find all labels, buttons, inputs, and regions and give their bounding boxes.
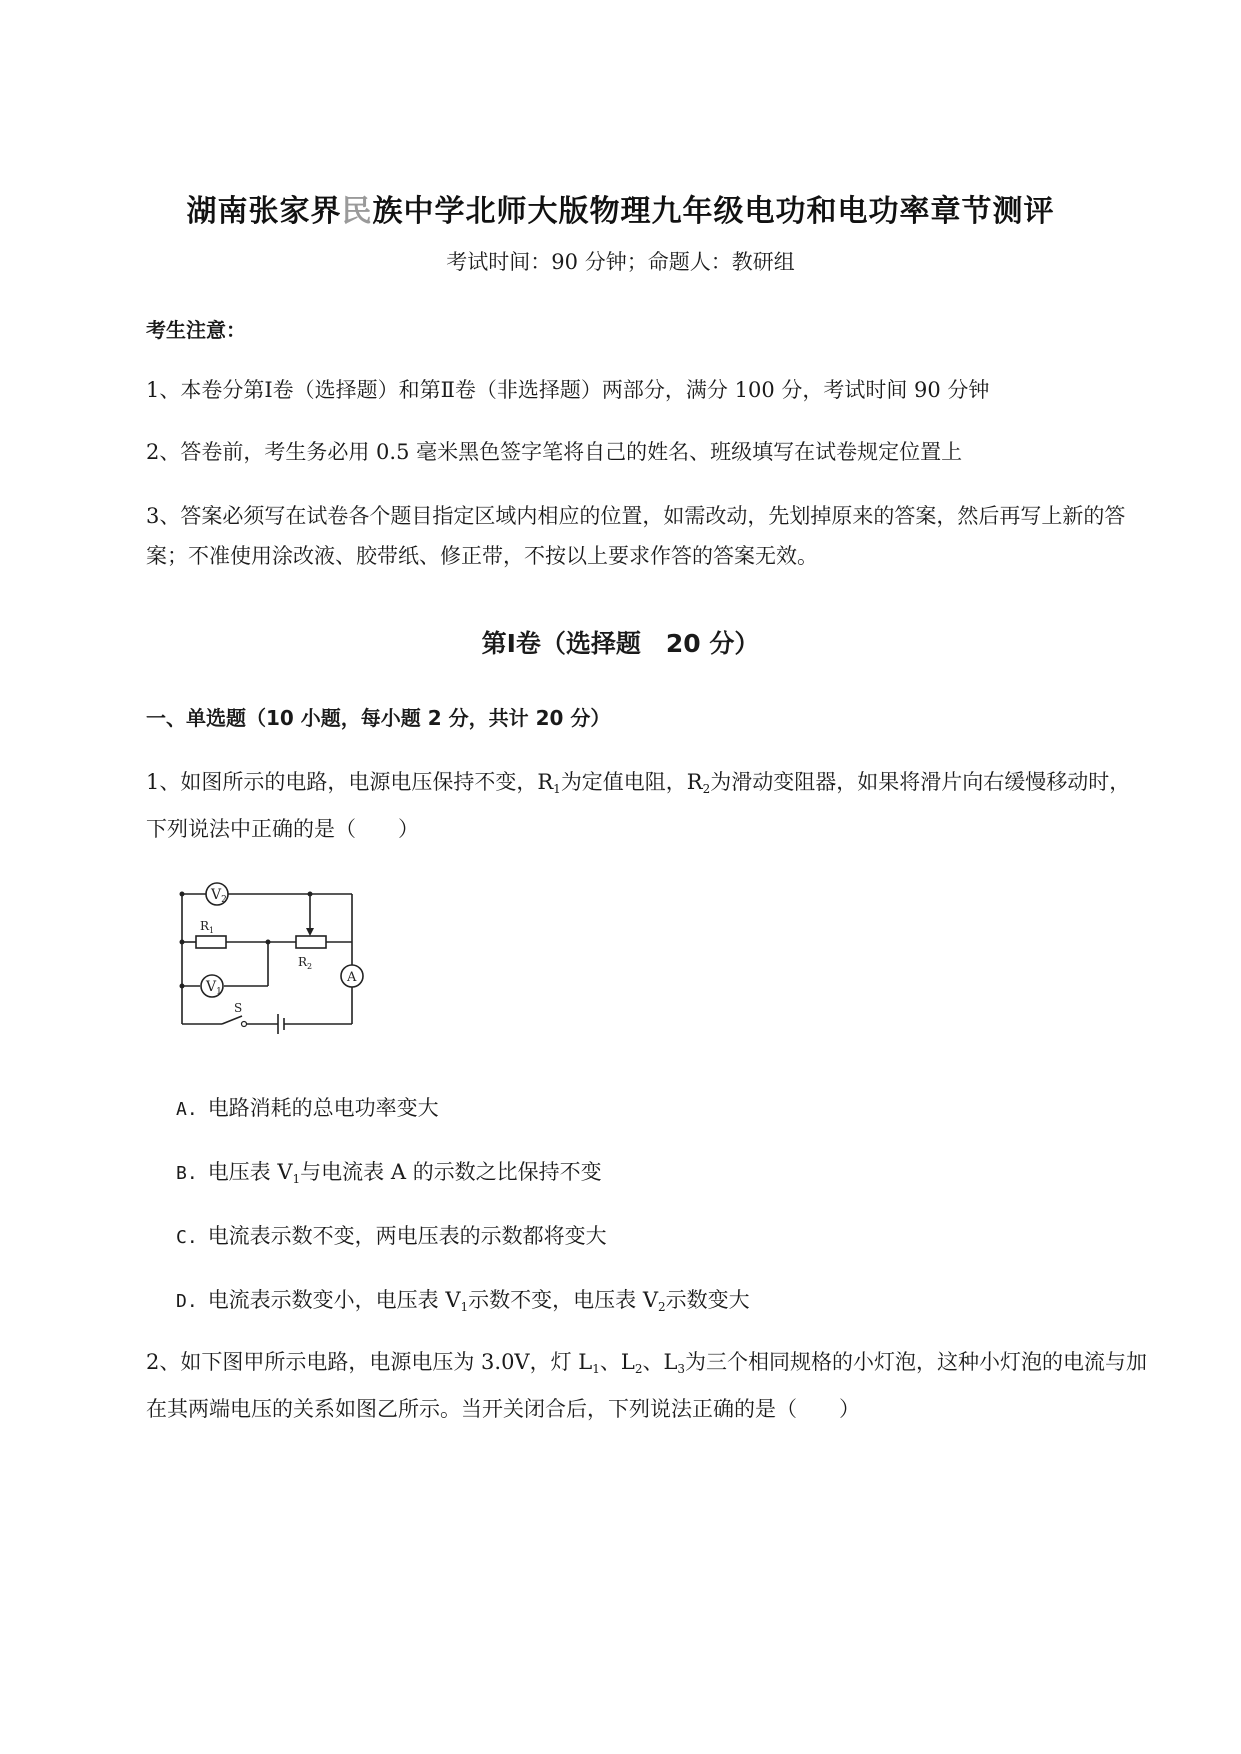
exam-title: [0, 186, 1241, 230]
option-text: 示数不变，电压表 V: [468, 1288, 659, 1312]
rheostat-r2: [296, 936, 326, 948]
option-letter: D.: [176, 1291, 198, 1312]
q2-sub3: 3: [677, 1362, 686, 1376]
r2-label: $R_2$: [298, 955, 313, 971]
q1-stem-sub2: 2: [702, 782, 711, 796]
q1-option-b[interactable]: [176, 1156, 602, 1186]
option-text: 电流表示数变小，电压表 V: [207, 1288, 461, 1312]
q1-option-d[interactable]: [176, 1284, 750, 1314]
option-letter: A.: [176, 1099, 198, 1120]
option-text: 示数变大: [665, 1288, 750, 1312]
resistor-r1: [196, 936, 226, 948]
question-1-stem: [146, 762, 1150, 849]
q2-text-a: 2、如下图甲所示电路，电源电压为 3.0V，灯 L: [146, 1350, 593, 1374]
q1-stem-b: 为定值电阻，R: [560, 770, 703, 794]
question-2-stem: [146, 1342, 1150, 1429]
title-faded-char: 民: [341, 194, 373, 229]
option-text: 电路消耗的总电功率变大: [207, 1096, 439, 1120]
q1-option-c[interactable]: [176, 1220, 607, 1250]
part-heading: 一、单选题（10 小题，每小题 2 分，共计 20 分）: [146, 706, 611, 730]
slider-arrow: [306, 928, 314, 936]
q1-stem-sub1: 1: [553, 782, 561, 796]
option-sub: 1: [460, 1300, 469, 1314]
q1-option-a[interactable]: [176, 1092, 439, 1122]
option-sub: 2: [658, 1300, 666, 1314]
q2-text-d: 为三个相同规格的小灯泡，这种小灯泡的电流与加在其两端电压的关系如图乙所示。当开关闭合后，下列说法正确的是（ ）: [146, 1350, 1148, 1421]
section-title: 第Ⅰ卷（选择题 20 分）: [481, 629, 760, 658]
v2-label: $V_2$: [211, 887, 227, 905]
notice-item-1: 1、本卷分第Ⅰ卷（选择题）和第Ⅱ卷（非选择题）两部分，满分 100 分，考试时间 90 分钟: [146, 378, 990, 402]
notice-item-3: 3、答案必须写在试卷各个题目指定区域内相应的位置，如需改动，先划掉原来的答案，然后再写上新的答案；不准使用涂改液、胶带纸、修正带，不按以上要求作答的答案无效。: [146, 504, 1126, 568]
option-text: 与电流表 A 的示数之比保持不变: [300, 1160, 602, 1184]
circuit-diagram: [170, 870, 380, 1050]
switch-label: S: [234, 1001, 243, 1015]
option-letter: C.: [176, 1227, 198, 1248]
v1-label: $V_1$: [206, 979, 222, 997]
exam-subtitle: 考试时间：90 分钟；命题人：教研组: [446, 250, 795, 274]
title-part1: 湖南张家界: [186, 194, 342, 229]
r1-label: $R_1$: [200, 919, 215, 935]
q1-stem-a: 1、如图所示的电路，电源电压保持不变，R: [146, 770, 554, 794]
option-sub: 1: [292, 1172, 301, 1186]
q2-text-c: 、L: [642, 1350, 678, 1374]
ammeter-label: A: [347, 970, 357, 985]
q2-text-b: 、L: [599, 1350, 635, 1374]
notice-heading: 考生注意：: [146, 318, 246, 342]
q1-stem-c: 为滑动变阻器，如果将滑片向右缓慢移动时，下列说法中正确的是（ ）: [146, 770, 1131, 841]
option-letter: B.: [176, 1163, 198, 1184]
q2-sub2: 2: [634, 1362, 643, 1376]
q2-sub1: 1: [592, 1362, 600, 1376]
option-text: 电流表示数不变，两电压表的示数都将变大: [207, 1224, 607, 1248]
option-text: 电压表 V: [207, 1160, 293, 1184]
title-part2: 族中学北师大版物理九年级电功和电功率章节测评: [372, 194, 1055, 229]
notice-item-2: 2、答卷前，考生务必用 0.5 毫米黑色签字笔将自己的姓名、班级填写在试卷规定位置上: [146, 440, 963, 464]
